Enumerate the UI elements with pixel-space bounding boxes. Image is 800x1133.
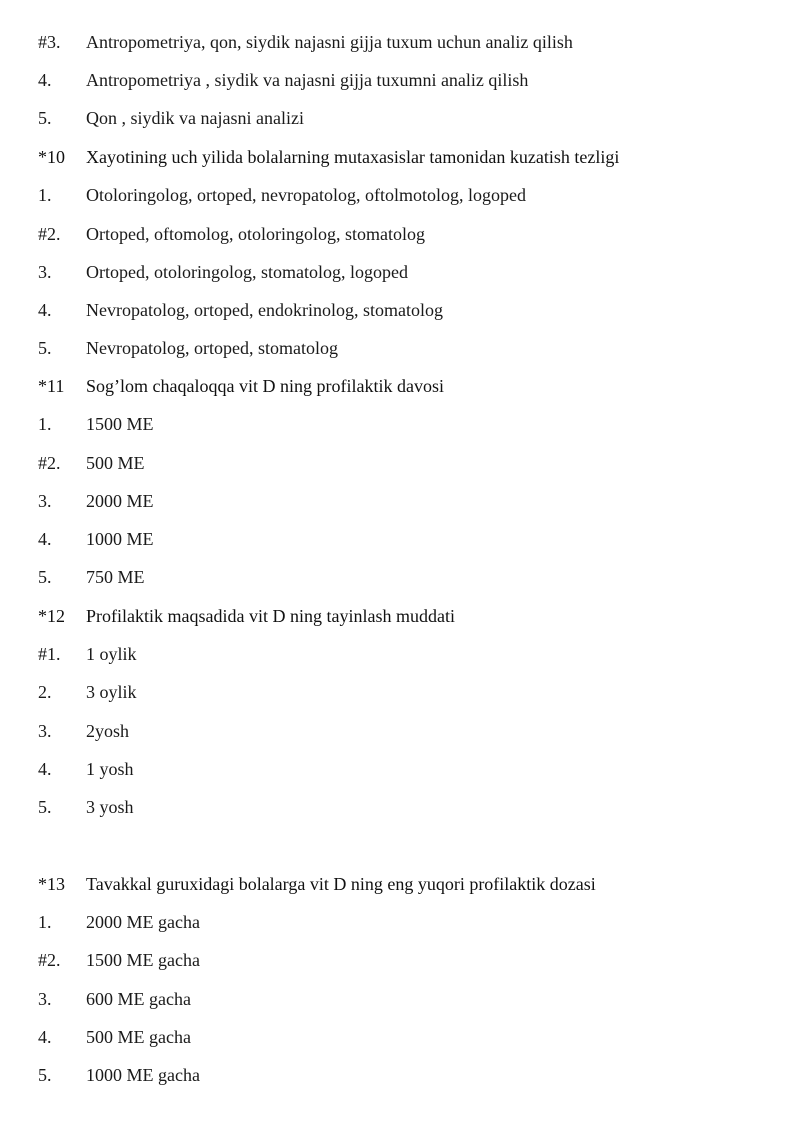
question-12: [38, 604, 780, 628]
option-number: 4.: [38, 70, 52, 90]
option-number: 4.: [38, 300, 52, 320]
question-text: Xayotining uch yilida bolalarning mutaxasislar tamonidan kuzatish tezligi: [86, 147, 620, 167]
option-text: Qon , siydik va najasni analizi: [86, 108, 304, 128]
option-number: 3.: [38, 262, 52, 282]
answer-option-5: [38, 336, 780, 360]
answer-option-2: [38, 222, 780, 246]
question-13: [38, 872, 780, 896]
option-number: 5.: [38, 108, 52, 128]
answer-option-3: [38, 719, 780, 743]
answer-option-4: [38, 68, 780, 92]
option-number: #2.: [38, 224, 61, 244]
question-text: Profilaktik maqsadida vit D ning tayinlash muddati: [86, 606, 455, 626]
option-text: 3 yosh: [86, 797, 134, 817]
answer-option-1: [38, 910, 780, 934]
option-text: 1000 ME: [86, 529, 154, 549]
question-number: *10: [38, 147, 65, 167]
answer-option-3: [38, 987, 780, 1011]
option-text: 2000 ME: [86, 491, 154, 511]
option-number: 4.: [38, 529, 52, 549]
answer-option-5: [38, 565, 780, 589]
question-text: Sog’lom chaqaloqqa vit D ning profilaktik davosi: [86, 376, 444, 396]
answer-option-3: [38, 260, 780, 284]
option-text: Ortoped, otoloringolog, stomatolog, logoped: [86, 262, 408, 282]
answer-option-2: [38, 451, 780, 475]
option-number: 4.: [38, 759, 52, 779]
answer-option-1: [38, 642, 780, 666]
answer-option-4: [38, 527, 780, 551]
answer-option-4: [38, 298, 780, 322]
option-number: #2.: [38, 453, 61, 473]
option-text: Antropometriya, qon, siydik najasni gijja tuxum uchun analiz qilish: [86, 32, 573, 52]
question-number: *11: [38, 376, 65, 396]
option-number: 4.: [38, 1027, 52, 1047]
answer-option-5: [38, 106, 780, 130]
option-text: 500 ME gacha: [86, 1027, 191, 1047]
option-text: 500 ME: [86, 453, 145, 473]
option-text: Nevropatolog, ortoped, endokrinolog, stomatolog: [86, 300, 443, 320]
question-number: *13: [38, 874, 65, 894]
option-text: 1500 ME: [86, 414, 154, 434]
option-number: 5.: [38, 797, 52, 817]
answer-option-1: [38, 183, 780, 207]
answer-option-3: [38, 489, 780, 513]
option-number: #2.: [38, 950, 61, 970]
option-text: 1000 ME gacha: [86, 1065, 200, 1085]
option-text: 1500 ME gacha: [86, 950, 200, 970]
option-text: 1 oylik: [86, 644, 137, 664]
option-number: 1.: [38, 414, 52, 434]
question-number: *12: [38, 606, 65, 626]
option-number: #3.: [38, 32, 61, 52]
option-text: Otoloringolog, ortoped, nevropatolog, oftolmotolog, logoped: [86, 185, 526, 205]
question-text: Tavakkal guruxidagi bolalarga vit D ning eng yuqori profilaktik dozasi: [86, 874, 596, 894]
option-text: Ortoped, oftomolog, otoloringolog, stomatolog: [86, 224, 425, 244]
option-number: 5.: [38, 338, 52, 358]
option-text: 600 ME gacha: [86, 989, 191, 1009]
option-text: 2yosh: [86, 721, 130, 741]
answer-option-1: [38, 412, 780, 436]
option-number: #1.: [38, 644, 61, 664]
option-number: 5.: [38, 1065, 52, 1085]
option-text: 1 yosh: [86, 759, 134, 779]
option-text: 3 oylik: [86, 682, 137, 702]
option-number: 3.: [38, 989, 52, 1009]
answer-option-4: [38, 1025, 780, 1049]
option-text: Nevropatolog, ortoped, stomatolog: [86, 338, 338, 358]
answer-option-2: [38, 680, 780, 704]
option-text: 750 ME: [86, 567, 145, 587]
question-10: [38, 145, 780, 169]
question-11: [38, 374, 780, 398]
answer-option-4: [38, 757, 780, 781]
option-number: 3.: [38, 721, 52, 741]
answer-option-3: [38, 30, 780, 54]
option-number: 1.: [38, 185, 52, 205]
option-text: 2000 ME gacha: [86, 912, 200, 932]
option-number: 2.: [38, 682, 52, 702]
answer-option-2: [38, 948, 780, 972]
answer-option-5: [38, 795, 780, 819]
option-number: 3.: [38, 491, 52, 511]
option-text: Antropometriya , siydik va najasni gijja tuxumni analiz qilish: [86, 70, 529, 90]
option-number: 5.: [38, 567, 52, 587]
option-number: 1.: [38, 912, 52, 932]
answer-option-5: [38, 1063, 780, 1087]
